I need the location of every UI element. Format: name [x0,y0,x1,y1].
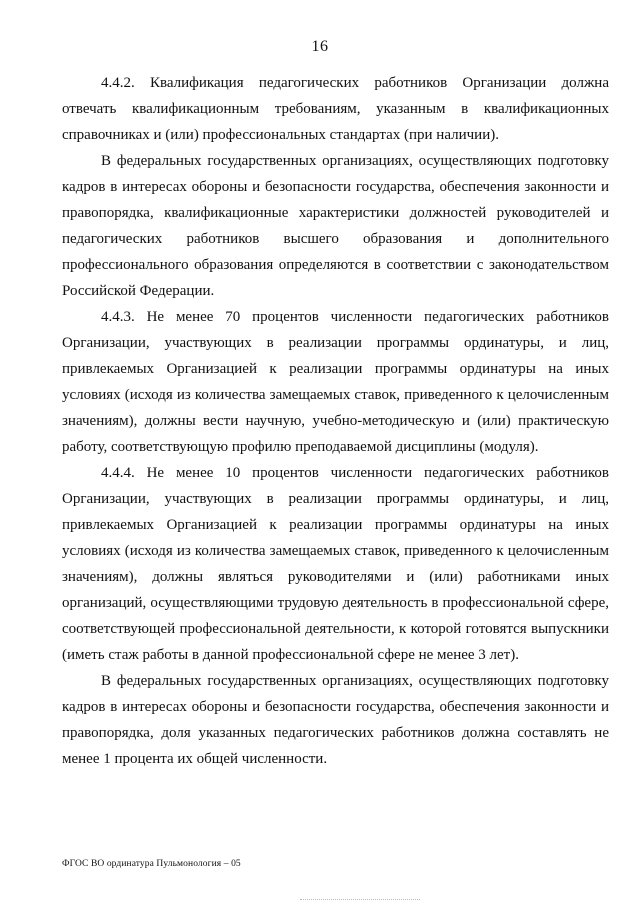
paragraph-4-4-4: 4.4.4. Не менее 10 процентов численности педагогических работников Организации, участвующих в реализации программы ординатуры, и лиц, привлекаемых Организацией к реализации программы ординатуры на иных условиях (исходя из количества замещаемых ставок, приведенного к целочисленным значениям), должны являться руководителями и (или) работниками иных организаций, осуществляющими трудовую деятельность в профессиональной сфере, соответствующей профессиональной деятельности, к которой готовятся выпускники (иметь стаж работы в данной профессиональной сфере не менее 3 лет). [62,465,609,663]
document-body [62,70,609,772]
paragraph-federal-organizations-qualification: В федеральных государственных организациях, осуществляющих подготовку кадров в интересах обороны и безопасности государства, обеспечения законности и правопорядка, квалификационные характеристики должностей руководителей и педагогических работников высшего образования и дополнительного профессионального образования определяются в соответствии с законодательством Российской Федерации. [62,153,609,299]
scan-artifact [300,899,420,902]
document-footer: ФГОС ВО ординатура Пульмонология – 05 [62,859,241,869]
paragraph-4-4-2: 4.4.2. Квалификация педагогических работников Организации должна отвечать квалификационным требованиям, указанным в квалификационных справочниках и (или) профессиональных стандартах (при наличии). [62,75,609,143]
paragraph-federal-organizations-share: В федеральных государственных организациях, осуществляющих подготовку кадров в интересах обороны и безопасности государства, обеспечения законности и правопорядка, доля указанных педагогических работников должна составлять не менее 1 процента их общей численности. [62,673,609,767]
page-number: 16 [311,38,329,55]
paragraph-4-4-3: 4.4.3. Не менее 70 процентов численности педагогических работников Организации, участвующих в реализации программы ординатуры, и лиц, привлекаемых Организацией к реализации программы ординатуры на иных условиях (исходя из количества замещаемых ставок, приведенного к целочисленным значениям), должны вести научную, учебно-методическую и (или) практическую работу, соответствующую профилю преподаваемой дисциплины (модуля). [62,309,609,455]
